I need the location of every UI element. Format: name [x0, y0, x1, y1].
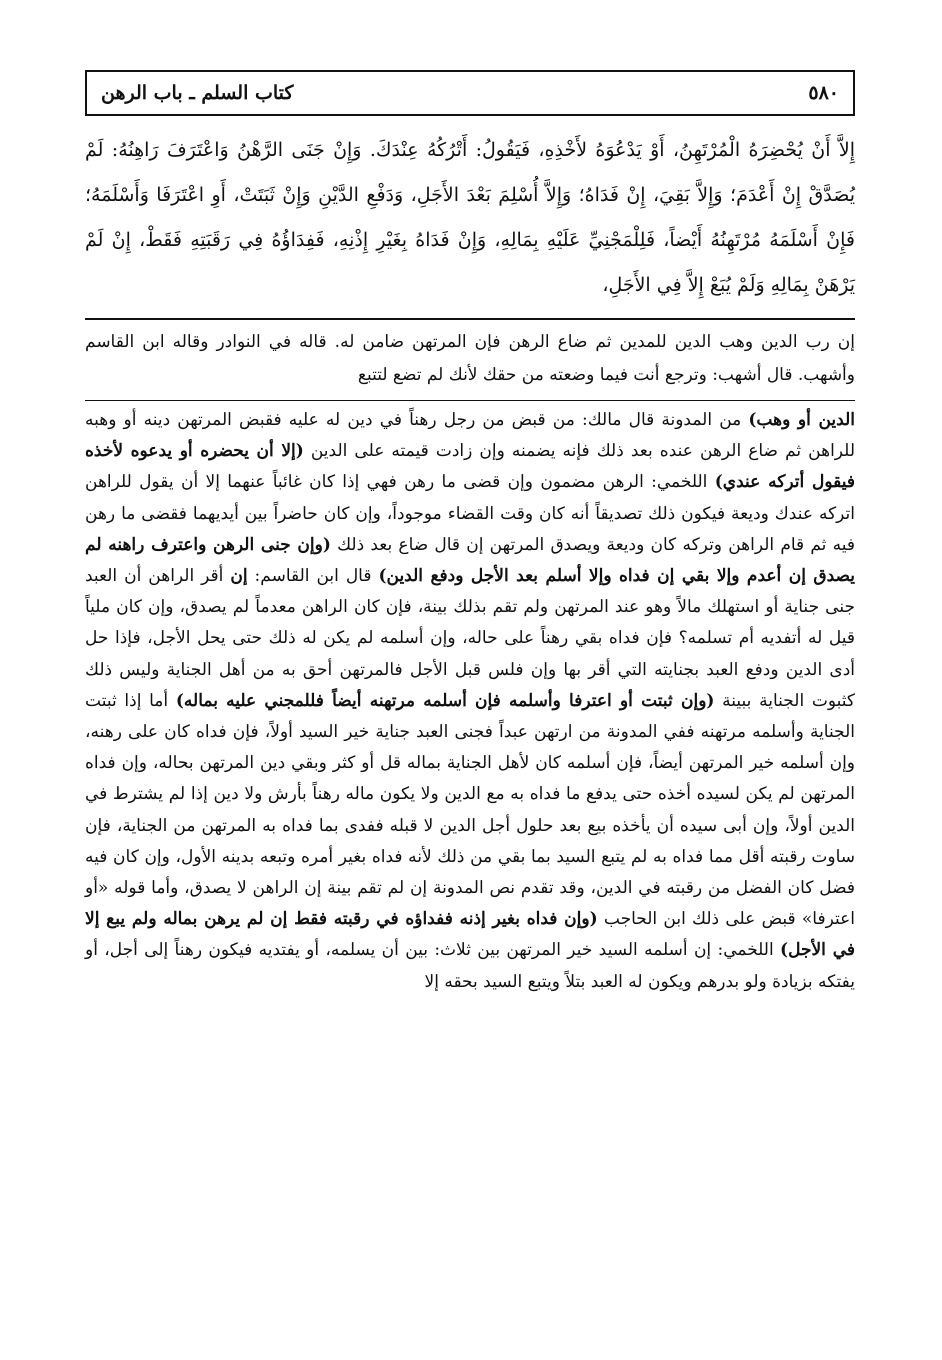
quoted-matn-segment: إن [230, 566, 248, 587]
commentary-segment: من المدونة قال مالك: من قبض من رجل رهناً في دين له عليه فقبض المرتهن دينه أو وهبه للراهن ثم ضاع الرهن عنده بعد ذلك فإنه يضمنه وإن زادت قيمته على الدين [85, 410, 855, 462]
commentary-text [85, 405, 855, 998]
commentary-segment: اللخمي: إن أسلمه السيد خير المرتهن بين ثلاث: بين أن يسلمه، أو يفتديه فيكون رهناً إلى أجل، أو يفتكه بزيادة ولو بدرهم ويكون له العبد بتلاً ويتبع السيد بحقه إلا [85, 940, 855, 992]
commentary-paragraph [85, 405, 855, 998]
page-number: ٥٨٠ [808, 82, 839, 104]
running-title: كتاب السلم ـ باب الرهن [101, 82, 294, 104]
quoted-matn-segment: (وإن فداه بغير إذنه ففداؤه في رقبته فقط إن لم يرهن بماله ولم يبع إلا في الأجل) [85, 909, 856, 961]
commentary-segment: قال ابن القاسم: [247, 566, 379, 587]
matn-divider [85, 318, 855, 320]
quoted-matn-segment: الدين أو وهب) [748, 410, 855, 430]
matn-text: إِلاَّ أَنْ يُحْضِرَهُ الْمُرْتَهِنُ، أَوْ يَدْعُوَهُ لأَخْذِهِ، فَيَقُولُ: أَتْرُكُهُ عِنْدَكَ. وَإِنْ جَنَى الرَّهْنُ وَاعْتَرَفَ رَاهِنُهُ: لَمْ يُصَدَّقْ إِنْ أَعْدَمَ؛ وَإِلاَّ بَقِيَ، إِنْ فَدَاهُ؛ وَإِلاَّ أُسْلِمَ بَعْدَ الأَجَلِ، وَدَفْعِ الدَّيْنِ وَإِنْ ثَبَتَتْ، أَوِ اعْتَرَفَا وَأَسْلَمَهُ؛ فَإِنْ أَسْلَمَهُ مُرْتَهِنُهُ أَيْضاً، فَلِلْمَجْنِيِّ عَلَيْهِ بِمَالِهِ، وَإِنْ فَدَاهُ بِغَيْرِ إِذْنِهِ، فَفِدَاؤُهُ فِي رَقَبَتِهِ فَقَطْ، إِنْ لَمْ يَرْهَنْ بِمَالِهِ وَلَمْ يُبَعْ إِلاَّ فِي الأَجَلِ، [85, 139, 855, 296]
quoted-matn-segment: (إلا أن يحضره أو يدعوه لأخذه فيقول أتركه عندي) [85, 441, 856, 493]
commentary-segment: أقر الراهن أن العبد جنى جناية أو استهلك مالاً وهو عند المرتهن ولم تقم بذلك بينة، فإن كان الراهن معدماً لم يصدق، وإن كان ملياً قيل له أتفديه أم تسلمه؟ فإن فداه بقي رهناً على حاله، وإن أسلمه لم يكن له ذلك حتى يحل الأجل، فإذا حل أدى الدين ودفع العبد بجنايته التي أقر بها وإن فلس قبل الأجل فالمرتهن أحق به من أهل الجناية وليس ذلك كثبوت الجناية ببينة [85, 566, 856, 711]
commentary-divider [85, 400, 855, 401]
book-page [85, 70, 855, 998]
page-header [85, 70, 855, 116]
quoted-matn-segment: (وإن ثبتت أو اعترفا وأسلمه فإن أسلمه مرتهنه أيضاً فللمجني عليه بماله) [175, 690, 715, 711]
commentary-segment: اللخمي: الرهن مضمون وإن قضى ما رهن فهي إذا كان غائباً عنهما إلا أن يقول للراهن اتركه عندك وديعة فيكون ذلك تصديقاً أنه كان وقت القضاء موجوداً، وإن كان حاضراً بين أيديهما فقضى ما رهن فيه ثم قام الراهن وتركه كان وديعة ويصدق المرتهن إن قال ضاع بعد ذلك [85, 472, 855, 555]
quoted-matn-segment: (وإن جنى الرهن واعترف راهنه لم يصدق إن أعدم وإلا بقي إن فداه وإلا أسلم بعد الأجل ودفع الدين) [85, 534, 855, 587]
commentary-segment: أما إذا ثبتت الجناية وأسلمه مرتهنه ففي المدونة من ارتهن عبداً فجنى العبد جناية خير السيد أولاً، فإن فداه كان على رهنه، وإن أسلمه خير المرتهن أيضاً، فإن أسلمه كان لأهل الجناية بماله قل أو كثر وبقي دين المرتهن بحاله، وإن فداه المرتهن لم يكن لسيده أخذه حتى يدفع ما فداه به مع الدين ولا يكون ماله رهناً بأرش ولا دين إذا لم يشترط في الدين أولاً، وإن أبى سيده أن يأخذه بيع بعد حلول أجل الدين لا قبله ففدى بما فداه به المرتهن من الجناية، فإن ساوت رقبته أقل مما فداه به لم يتبع السيد بما بقي من ذلك لأنه فداه بغير أمره وتبعه بدينه الأول، وإن كان فيه فضل كان الفضل من رقبته في الدين، وقد تقدم نص المدونة إن لم تقم بينة إن الراهن لا يصدق، وأما قوله «أو اعترفا» قبض على ذلك ابن الحاجب [85, 690, 855, 930]
carry-over-text: إن رب الدين وهب الدين للمدين ثم ضاع الرهن فإن المرتهن ضامن له. قاله في النوادر وقاله ابن القاسم وأشهب. قال أشهب: وترجع أنت فيما وضعته من حقك لأنك لم تضع لتتبع [85, 332, 855, 385]
